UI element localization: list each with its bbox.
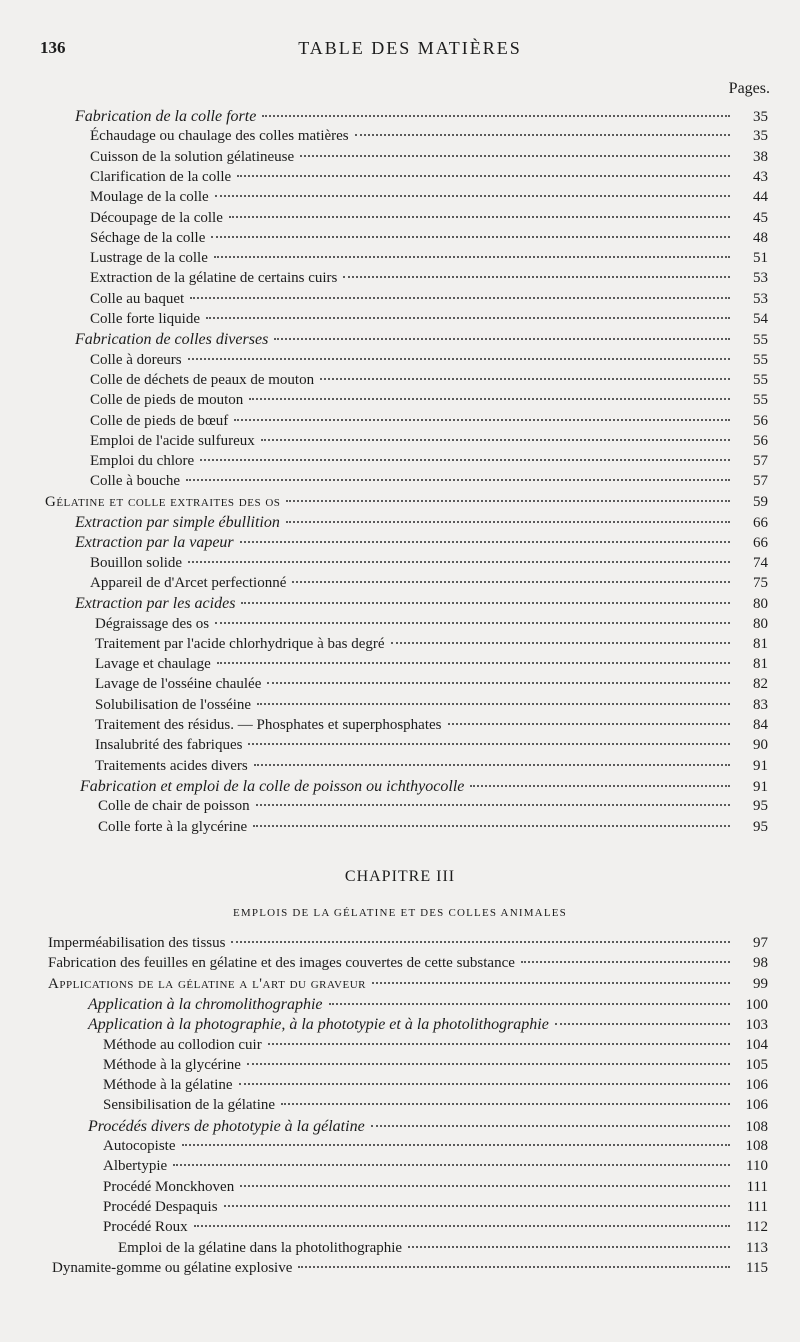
toc-entry-page: 35 xyxy=(753,109,768,125)
toc-entry-page: 45 xyxy=(753,209,768,226)
toc-entry-title: Lustrage de la colle xyxy=(90,250,208,267)
toc-entry xyxy=(103,1057,768,1077)
toc-entry xyxy=(90,392,768,412)
dot-leader xyxy=(240,1185,730,1187)
dot-leader xyxy=(286,521,730,523)
toc-entry-title: Fabrication de colles diverses xyxy=(75,331,269,349)
toc-entry-title: Lavage de l'osséine chaulée xyxy=(95,676,262,693)
toc-entry xyxy=(103,1219,768,1239)
toc-entry xyxy=(90,128,768,148)
toc-entry xyxy=(95,656,768,676)
toc-entry-title: Fabrication et emploi de la colle de poisson ou ichthyocolle xyxy=(80,777,465,795)
toc-entry-title: Méthode au collodion cuir xyxy=(103,1036,262,1053)
toc-entry xyxy=(98,819,768,839)
toc-entry-page: 81 xyxy=(753,635,768,652)
dot-leader xyxy=(248,743,730,745)
toc-entry-title: Cuisson de la solution gélatineuse xyxy=(90,148,295,165)
dot-leader xyxy=(274,338,730,340)
dot-leader xyxy=(247,1063,730,1065)
toc-entry-title: Application à la photographie, à la phototypie et à la photolithographie xyxy=(88,1016,549,1034)
toc-entry-title: Gélatine et colle extraites des os xyxy=(45,493,281,510)
toc-entry-title: Traitement par l'acide chlorhydrique à bas degré xyxy=(95,635,385,652)
toc-entry xyxy=(103,1037,768,1057)
dot-leader xyxy=(188,358,730,360)
toc-entry xyxy=(103,1077,768,1097)
toc-entry-title: Colle à doreurs xyxy=(90,351,182,368)
dot-leader xyxy=(292,581,730,583)
dot-leader xyxy=(281,1103,730,1105)
toc-entry-title: Extraction de la gélatine de certains cuirs xyxy=(90,270,338,287)
toc-entry xyxy=(45,494,768,514)
toc-entry-title: Fabrication des feuilles en gélatine et des images couvertes de cette substance xyxy=(48,955,515,972)
dot-leader xyxy=(300,155,730,157)
toc-entry-title: Fabrication de la colle forte xyxy=(75,108,257,125)
toc-entry xyxy=(90,291,768,311)
chapter-subtitle: EMPLOIS DE LA GÉLATINE ET DES COLLES ANIMALES xyxy=(233,907,567,919)
toc-entry-page: 55 xyxy=(753,351,768,368)
toc-entry-page: 51 xyxy=(753,250,768,267)
toc-entry-title: Dégraissage des os xyxy=(95,615,210,632)
toc-entry-title: Découpage de la colle xyxy=(90,209,223,226)
toc-entry-title: Application à la chromolithographie xyxy=(88,995,323,1013)
dot-leader xyxy=(206,317,730,319)
toc-entry-page: 111 xyxy=(746,1198,768,1215)
toc-entry xyxy=(48,976,768,996)
toc-entry xyxy=(75,595,768,615)
pages-column-label: Pages. xyxy=(728,80,770,97)
dot-leader xyxy=(237,175,730,177)
running-title: TABLE DES MATIÈRES xyxy=(298,38,522,58)
toc-entry xyxy=(103,1158,768,1178)
toc-entry xyxy=(88,1016,768,1036)
dot-leader xyxy=(254,764,730,766)
dot-leader xyxy=(555,1023,730,1025)
dot-leader xyxy=(249,398,730,400)
toc-entry-page: 55 xyxy=(753,332,768,349)
chapter-heading: CHAPITRE III xyxy=(344,868,456,885)
toc-entry-page: 35 xyxy=(753,128,768,145)
toc-entry-title: Traitements acides divers xyxy=(95,757,248,774)
dot-leader xyxy=(371,1125,730,1127)
toc-entry-page: 104 xyxy=(745,1036,768,1053)
toc-entry xyxy=(90,149,768,169)
dot-leader xyxy=(224,1205,730,1207)
toc-entry-title: Colle forte à la glycérine xyxy=(98,818,248,835)
toc-entry-title: Clarification de la colle xyxy=(90,168,232,185)
toc-entry xyxy=(103,1097,768,1117)
page-number: 136 xyxy=(40,38,66,57)
dot-leader xyxy=(408,1246,730,1248)
toc-entry-page: 38 xyxy=(753,148,768,165)
toc-entry-title: Méthode à la gélatine xyxy=(103,1077,233,1094)
toc-entry-page: 106 xyxy=(745,1077,768,1094)
dot-leader xyxy=(253,825,730,827)
toc-entry-page: 108 xyxy=(745,1138,768,1154)
toc-entry xyxy=(48,935,768,955)
toc-entry-page: 43 xyxy=(753,168,768,185)
toc-entry-page: 57 xyxy=(753,453,768,470)
toc-entry-title: Appareil de d'Arcet perfectionné xyxy=(90,574,287,591)
toc-entry-page: 55 xyxy=(753,392,768,409)
toc-entry-title: Procédé Despaquis xyxy=(103,1198,218,1215)
toc-entry-title: Méthode à la glycérine xyxy=(103,1056,241,1073)
dot-leader xyxy=(329,1003,731,1005)
toc-entry-page: 106 xyxy=(745,1097,768,1114)
dot-leader xyxy=(320,378,730,380)
toc-entry-page: 105 xyxy=(745,1056,768,1073)
toc-entry-page: 48 xyxy=(753,229,768,246)
toc-entry xyxy=(90,413,768,433)
toc-entry xyxy=(90,169,768,189)
dot-leader xyxy=(217,662,730,664)
toc-entry-page: 56 xyxy=(753,432,768,449)
toc-entry-title: Extraction par simple ébullition xyxy=(75,514,280,531)
dot-leader xyxy=(215,195,730,197)
toc-entry-page: 57 xyxy=(753,473,768,490)
toc-entry-title: Échaudage ou chaulage des colles matières xyxy=(90,128,349,145)
toc-entry xyxy=(103,1138,768,1158)
toc-entry-title: Bouillon solide xyxy=(90,554,183,571)
dot-leader xyxy=(214,256,730,258)
dot-leader xyxy=(190,297,730,299)
toc-entry-page: 83 xyxy=(753,696,768,713)
dot-leader xyxy=(268,1043,730,1045)
toc-entry-title: Colle forte liquide xyxy=(90,311,200,327)
toc-entry-page: 81 xyxy=(753,656,768,673)
toc-entry-page: 55 xyxy=(753,371,768,388)
dot-leader xyxy=(470,785,730,787)
toc-entry-title: Lavage et chaulage xyxy=(95,656,211,673)
toc-entry xyxy=(90,189,768,209)
toc-entry xyxy=(75,514,768,534)
toc-entry-title: Procédé Monckhoven xyxy=(103,1178,235,1195)
dot-leader xyxy=(239,1083,730,1085)
toc-entry-page: 80 xyxy=(753,596,768,613)
toc-entry xyxy=(95,616,768,636)
dot-leader xyxy=(240,541,730,543)
dot-leader xyxy=(211,236,730,238)
toc-entry-page: 100 xyxy=(745,996,768,1013)
toc-entry xyxy=(98,798,768,818)
toc-entry-title: Insalubrité des fabriques xyxy=(95,737,243,754)
toc-entry-title: Extraction par les acides xyxy=(75,595,236,613)
toc-entry-page: 91 xyxy=(753,778,768,795)
toc-entry-title: Colle de déchets de peaux de mouton xyxy=(90,371,315,388)
toc-entry xyxy=(95,636,768,656)
toc-entry xyxy=(118,1240,768,1260)
dot-leader xyxy=(186,479,730,481)
toc-entry xyxy=(52,1260,768,1280)
toc-entry-page: 111 xyxy=(746,1178,768,1195)
toc-entry xyxy=(80,778,768,798)
dot-leader xyxy=(200,459,730,461)
toc-entry-page: 74 xyxy=(753,554,768,571)
dot-leader xyxy=(188,561,730,563)
toc-entry-title: Emploi du chlore xyxy=(90,453,195,470)
dot-leader xyxy=(521,961,730,963)
toc-entry xyxy=(95,697,768,717)
toc-entry-page: 115 xyxy=(746,1259,768,1276)
toc-entry-title: Colle à bouche xyxy=(90,473,180,490)
toc-entry-title: Moulage de la colle xyxy=(90,189,209,206)
toc-entry-title: Dynamite-gomme ou gélatine explosive xyxy=(52,1259,293,1276)
toc-entry xyxy=(90,433,768,453)
dot-leader xyxy=(215,622,730,624)
toc-entry-page: 95 xyxy=(753,798,768,815)
toc-entry-page: 53 xyxy=(753,290,768,307)
toc-entry-title: Extraction par la vapeur xyxy=(75,534,234,552)
toc-entry-title: Procédé Roux xyxy=(103,1219,188,1236)
dot-leader xyxy=(261,439,730,441)
toc-entry-page: 80 xyxy=(753,615,768,632)
toc-entry-page: 97 xyxy=(753,935,768,951)
toc-entry xyxy=(90,473,768,493)
dot-leader xyxy=(298,1266,730,1268)
toc-entry-page: 112 xyxy=(746,1219,768,1236)
toc-entry xyxy=(88,1118,768,1138)
dot-leader xyxy=(182,1144,731,1146)
toc-entry-page: 103 xyxy=(745,1017,768,1034)
dot-leader xyxy=(229,216,730,218)
toc-entry-page: 98 xyxy=(753,955,768,972)
toc-entry xyxy=(90,555,768,575)
toc-entry xyxy=(48,955,768,975)
toc-entry-title: Autocopiste xyxy=(103,1138,176,1154)
toc-entry xyxy=(95,717,768,737)
toc-entry-title: Emploi de l'acide sulfureux xyxy=(90,432,255,449)
toc-entry xyxy=(88,996,768,1016)
toc-entry-page: 113 xyxy=(746,1239,768,1256)
toc-entry-page: 110 xyxy=(746,1158,768,1175)
dot-leader xyxy=(173,1164,730,1166)
toc-entry xyxy=(75,108,768,128)
toc-entry-page: 95 xyxy=(753,818,768,835)
toc-entry xyxy=(90,210,768,230)
page-header xyxy=(40,38,780,68)
toc-entry xyxy=(90,311,768,331)
dot-leader xyxy=(267,682,730,684)
toc-entry xyxy=(90,352,768,372)
toc-entry-page: 108 xyxy=(745,1118,768,1135)
toc-entry-title: Emploi de la gélatine dans la photolithographie xyxy=(118,1239,403,1256)
toc-entry-title: Colle de pieds de bœuf xyxy=(90,412,229,429)
toc-entry xyxy=(75,534,768,554)
toc-entry xyxy=(90,372,768,392)
toc-entry xyxy=(90,270,768,290)
dot-leader xyxy=(234,419,730,421)
toc-entry-title: Imperméabilisation des tissus xyxy=(48,935,226,951)
dot-leader xyxy=(343,276,730,278)
toc-entry-page: 91 xyxy=(753,757,768,774)
dot-leader xyxy=(262,115,730,117)
dot-leader xyxy=(372,982,730,984)
toc-entry-page: 66 xyxy=(753,535,768,552)
dot-leader xyxy=(256,804,730,806)
toc-entry xyxy=(103,1179,768,1199)
dot-leader xyxy=(194,1225,730,1227)
toc-entry xyxy=(90,453,768,473)
toc-entry xyxy=(95,676,768,696)
toc-entry-page: 66 xyxy=(753,515,768,531)
toc-entry-title: Colle de chair de poisson xyxy=(98,798,250,815)
toc-entry-title: Séchage de la colle xyxy=(90,229,206,246)
toc-entry-title: Traitement des résidus. — Phosphates et superphosphates xyxy=(95,717,442,733)
dot-leader xyxy=(391,642,730,644)
toc-entry-title: Applications de la gélatine a l'art du graveur xyxy=(48,975,366,992)
toc-entry xyxy=(90,230,768,250)
toc-entry-title: Colle de pieds de mouton xyxy=(90,392,244,409)
toc-entry-page: 44 xyxy=(753,189,768,206)
toc-entry-page: 75 xyxy=(753,574,768,591)
toc-entry xyxy=(103,1199,768,1219)
toc-entry-page: 53 xyxy=(753,270,768,287)
toc-entry-page: 54 xyxy=(753,311,768,327)
dot-leader xyxy=(257,703,730,705)
dot-leader xyxy=(448,723,731,725)
toc-entry-title: Sensibilisation de la gélatine xyxy=(103,1097,276,1114)
toc-entry-page: 99 xyxy=(753,975,768,992)
toc-entry xyxy=(90,575,768,595)
toc-entry-page: 56 xyxy=(753,412,768,429)
toc-entry-title: Procédés divers de phototypie à la gélatine xyxy=(88,1117,365,1135)
toc-entry-title: Albertypie xyxy=(103,1158,168,1175)
toc-entry-page: 90 xyxy=(753,737,768,754)
dot-leader xyxy=(241,602,730,604)
toc-entry-page: 82 xyxy=(753,676,768,693)
toc-entry-page: 59 xyxy=(753,493,768,510)
dot-leader xyxy=(286,500,730,502)
toc-entry-title: Colle au baquet xyxy=(90,290,185,307)
toc-entry xyxy=(90,250,768,270)
toc-entry-page: 84 xyxy=(753,717,768,733)
toc-entry xyxy=(95,737,768,757)
dot-leader xyxy=(231,941,730,943)
toc-entry-title: Solubilisation de l'osséine xyxy=(95,696,252,713)
toc-entry xyxy=(75,331,768,351)
dot-leader xyxy=(355,134,730,136)
toc-entry xyxy=(95,758,768,778)
